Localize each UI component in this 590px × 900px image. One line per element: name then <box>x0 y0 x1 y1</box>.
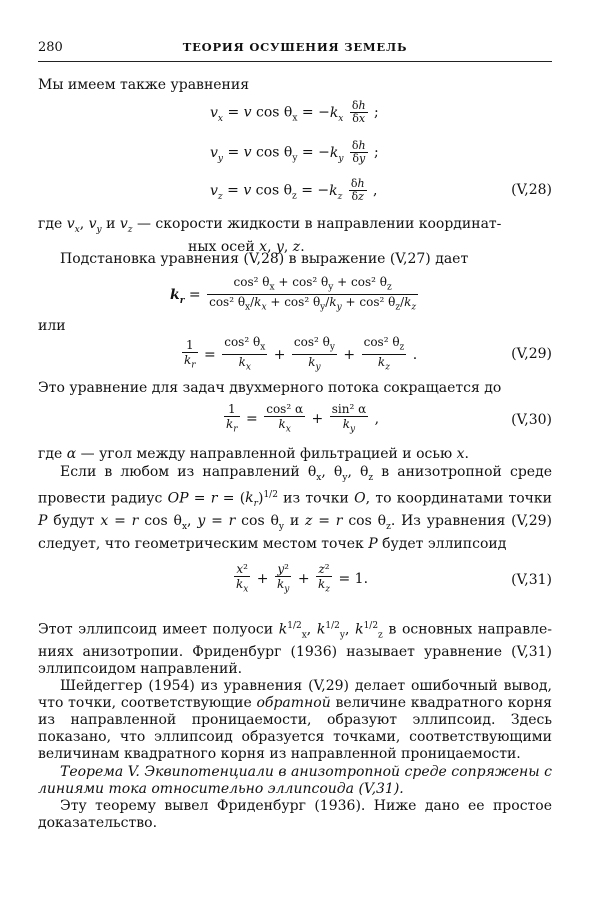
equation-number-v29: (V,29) <box>511 346 552 362</box>
word-or: или <box>38 318 66 334</box>
paragraph-velocity-def: где $v_x$, $v_y$ и $v_z$ — скорости жидкости в направлении координат- ных осей x, y, z. <box>38 216 502 255</box>
page-header <box>38 40 552 62</box>
equation-v31-text: $\frac{\text{x²}}{k_x}$ + $\frac{\text{y²}}{k_y}$ + $\frac{\text{z²}}{k_z}$ = 1. <box>236 562 369 595</box>
paragraph-proof: Эту теорему вывел Фриденбург (1936). Ниже дано ее простое доказательство. <box>38 798 552 831</box>
page-number: 280 <box>38 40 63 55</box>
equation-v28-line1-text: $v_x = v$ $\cos \theta_x = -k_x$ $\frac{\delta h}{\delta x}$ ; <box>210 99 379 125</box>
equation-v28-line3-text: $v_z = v$ $\cos \theta_z = -k_z$ $\frac{\delta h}{\delta z}$ , <box>210 177 378 203</box>
paragraph-radius: Если в любом из направлений $\theta_x$, $\theta_y$, $\theta_z$ в анизотропной среде провести радиус OP = $r = (k_r)^{1/2}$ из точки O, то координатами точки P будут x = r $\cos \theta_x$, y = r $\cos \theta_y$ и z = r $\cos \theta_z$. Из уравнения (V,29) следует, что геометрическим местом точек P будет эллипсоид <box>38 464 553 553</box>
header-rule <box>38 61 552 62</box>
paragraph-2d: Это уравнение для задач двухмерного потока сокращается до <box>38 380 502 396</box>
equation-number-v28: (V,28) <box>511 182 552 198</box>
paragraph-scheidegger: Шейдеггер (1954) из уравнения (V,29) делает ошибочный вывод, что точки, соответствующие обратной величине квадратного корня из направленной проницаемости, образуют эллипсоид. Здесь показано, что эллипсоид образуется точками, соответствующими величинам квадратного корня из направленной проницаемости. <box>38 678 552 762</box>
paragraph-intro: Мы имеем также уравнения <box>38 77 250 93</box>
theorem-v: Теорема V. Эквипотенциали в анизотропной среде сопряжены с линиями тока относительно эллипсоида (V,31). <box>38 764 552 797</box>
paragraph-substitution: Подстановка уравнения (V,28) в выражение (V,27) дает <box>60 251 469 267</box>
equation-v29-text: $\frac{1}{k_r}$ = $\frac{\cos^2 \theta_x}{k_x}$ + $\frac{\cos^2 \theta_y}{k_y}$ + $\frac{\cos^2 \theta_z}{k_z}$ . <box>184 335 418 373</box>
equation-v30-text: $\frac{1}{k_r}$ = $\frac{\text{cos² α}}{k_x}$ + $\frac{\text{sin² α}}{k_y}$ , <box>226 402 380 435</box>
equation-v28-line2-text: $v_y = v$ $\cos \theta_y = -k_y$ $\frac{\delta h}{\delta y}$ ; <box>210 139 379 165</box>
running-title: ТЕОРИЯ ОСУШЕНИЯ ЗЕМЕЛЬ <box>182 40 408 54</box>
equation-number-v31: (V,31) <box>511 572 552 588</box>
paragraph-alpha: где α — угол между направленной фильтрацией и осью x. <box>38 446 469 462</box>
paragraph-semiaxes: Этот эллипсоид имеет полуоси $k^{1/2}_x$, $k^{1/2}_y$, $k^{1/2}_z$ в основных направлениях анизотропии. Фриденбург (1936) называет уравнение (V,31) эллипсоидом направлений. <box>38 621 553 678</box>
equation-number-v30: (V,30) <box>511 412 552 428</box>
equation-kr-text: $k_r$ = $\frac{\cos^2 \theta_x + \cos^2 \theta_y + \cos^2 \theta_z}{\cos^2 \theta_x/k_x + \cos^2 \theta_y/k_y + \cos^2 \theta_z/k_z}$ <box>170 275 417 313</box>
